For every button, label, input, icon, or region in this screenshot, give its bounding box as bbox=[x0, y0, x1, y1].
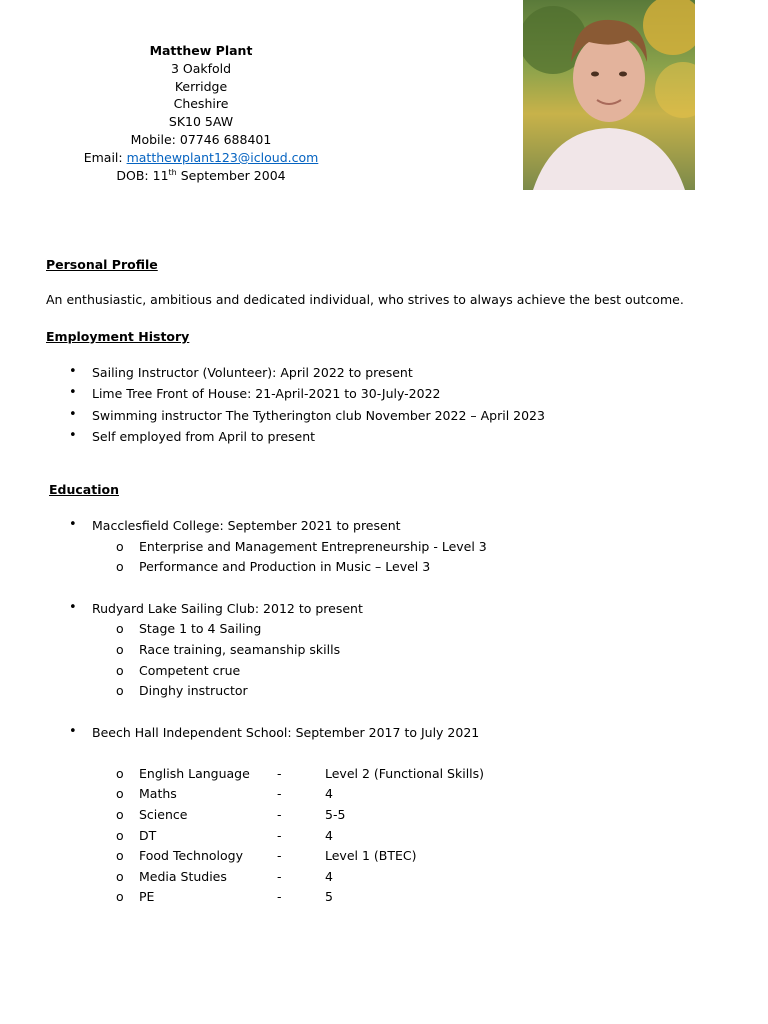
bullet-icon: • bbox=[69, 407, 77, 422]
grade-subject: Science bbox=[139, 807, 188, 822]
grade-value: 4 bbox=[325, 869, 333, 884]
grade-subject: Media Studies bbox=[139, 869, 227, 884]
profile-photo bbox=[523, 0, 695, 190]
education-entry-title: Beech Hall Independent School: September 2017 to July 2021 bbox=[92, 725, 480, 740]
email-line bbox=[40, 151, 362, 165]
grade-separator: - bbox=[277, 766, 282, 781]
sub-bullet-icon: o bbox=[116, 869, 124, 884]
education-heading: Education bbox=[49, 482, 119, 497]
education-entry-item: Performance and Production in Music – Level 3 bbox=[139, 559, 431, 574]
education-entry-item: Race training, seamanship skills bbox=[139, 642, 341, 657]
grade-separator: - bbox=[277, 848, 282, 863]
education-entry-item: Competent crue bbox=[139, 663, 241, 678]
employment-item: Swimming instructor The Tytherington club November 2022 – April 2023 bbox=[92, 408, 545, 423]
grade-separator: - bbox=[277, 869, 282, 884]
grade-separator: - bbox=[277, 828, 282, 843]
sub-bullet-icon: o bbox=[116, 786, 124, 801]
dob-rest: September 2004 bbox=[176, 168, 286, 183]
grade-subject: Maths bbox=[139, 786, 177, 801]
bullet-icon: • bbox=[69, 428, 77, 443]
grade-value: Level 2 (Functional Skills) bbox=[325, 766, 485, 781]
address-line-2: Kerridge bbox=[174, 79, 228, 94]
dob-ordinal: th bbox=[168, 167, 177, 177]
personal-profile-text: An enthusiastic, ambitious and dedicated individual, who strives to always achieve the best outcome. bbox=[46, 292, 684, 307]
employment-history-heading: Employment History bbox=[46, 329, 190, 344]
grade-subject: English Language bbox=[139, 766, 250, 781]
sub-bullet-icon: o bbox=[116, 889, 124, 904]
grade-value: 5-5 bbox=[325, 807, 346, 822]
employment-item: Self employed from April to present bbox=[92, 429, 316, 444]
email-link[interactable]: matthewplant123@icloud.com bbox=[126, 150, 319, 165]
sub-bullet-icon: o bbox=[116, 848, 124, 863]
mobile-number: Mobile: 07746 688401 bbox=[130, 132, 272, 147]
bullet-icon: • bbox=[69, 517, 77, 532]
education-entry-item: Enterprise and Management Entrepreneurship - Level 3 bbox=[139, 539, 487, 554]
portrait-illustration bbox=[523, 0, 695, 190]
address-line-3: Cheshire bbox=[173, 96, 229, 111]
grade-value: Level 1 (BTEC) bbox=[325, 848, 417, 863]
sub-bullet-icon: o bbox=[116, 559, 124, 574]
email-label: Email: bbox=[83, 150, 127, 165]
bullet-icon: • bbox=[69, 364, 77, 379]
grade-separator: - bbox=[277, 889, 282, 904]
address-line-1: 3 Oakfold bbox=[170, 61, 232, 76]
sub-bullet-icon: o bbox=[116, 828, 124, 843]
sub-bullet-icon: o bbox=[116, 663, 124, 678]
grade-value: 5 bbox=[325, 889, 333, 904]
grade-subject: DT bbox=[139, 828, 157, 843]
grade-separator: - bbox=[277, 807, 282, 822]
grade-separator: - bbox=[277, 786, 282, 801]
bullet-icon: • bbox=[69, 600, 77, 615]
employment-item: Sailing Instructor (Volunteer): April 2022 to present bbox=[92, 365, 413, 380]
grade-subject: Food Technology bbox=[139, 848, 243, 863]
sub-bullet-icon: o bbox=[116, 642, 124, 657]
bullet-icon: • bbox=[69, 724, 77, 739]
education-entry-item: Dinghy instructor bbox=[139, 683, 248, 698]
grade-value: 4 bbox=[325, 828, 333, 843]
sub-bullet-icon: o bbox=[116, 539, 124, 554]
sub-bullet-icon: o bbox=[116, 683, 124, 698]
grade-subject: PE bbox=[139, 889, 155, 904]
sub-bullet-icon: o bbox=[116, 766, 124, 781]
personal-profile-heading: Personal Profile bbox=[46, 257, 158, 272]
candidate-name: Matthew Plant bbox=[149, 43, 253, 58]
date-of-birth bbox=[40, 169, 362, 183]
education-entry-item: Stage 1 to 4 Sailing bbox=[139, 621, 262, 636]
education-entry-title: Rudyard Lake Sailing Club: 2012 to present bbox=[92, 601, 363, 616]
grade-value: 4 bbox=[325, 786, 333, 801]
employment-item: Lime Tree Front of House: 21-April-2021 to 30-July-2022 bbox=[92, 386, 441, 401]
sub-bullet-icon: o bbox=[116, 621, 124, 636]
bullet-icon: • bbox=[69, 385, 77, 400]
address-postcode: SK10 5AW bbox=[168, 114, 234, 129]
education-entry-title: Macclesfield College: September 2021 to present bbox=[92, 518, 401, 533]
dob-prefix: DOB: 11 bbox=[116, 168, 169, 183]
sub-bullet-icon: o bbox=[116, 807, 124, 822]
